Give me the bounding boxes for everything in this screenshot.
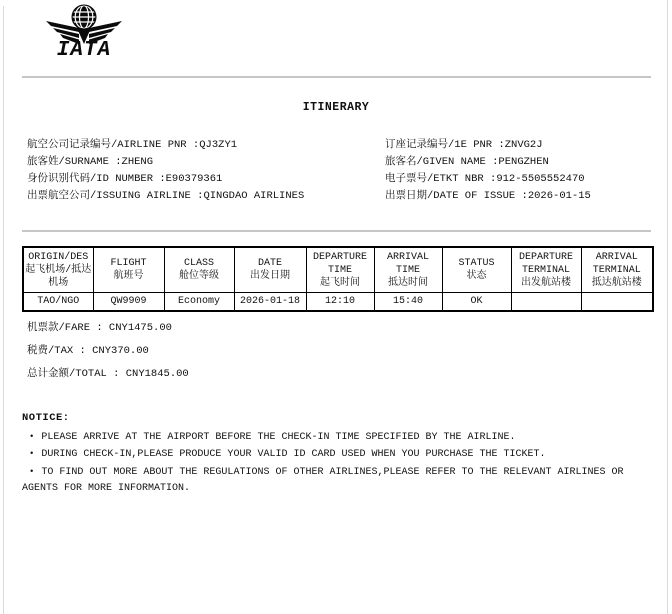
issuing-airline-label: 出票航空公司/ISSUING AIRLINE: [27, 190, 191, 202]
divider-middle: [22, 230, 651, 232]
total-row: [27, 363, 189, 386]
booking-pnr-row: [385, 137, 652, 154]
cell-departure-time: 12:10: [306, 293, 374, 312]
tax-label: 税费/TAX: [27, 345, 74, 357]
bullet-icon: •: [29, 449, 35, 459]
separator: :: [492, 139, 505, 151]
page-title: ITINERARY: [302, 101, 370, 114]
cell-date: 2026-01-18: [234, 293, 306, 312]
airline-pnr-row: [27, 137, 385, 154]
notice-item: [22, 464, 644, 498]
separator: :: [153, 173, 166, 185]
col-date: DATE 出发日期: [234, 247, 306, 293]
separator: :: [90, 322, 109, 334]
separator: :: [483, 173, 497, 185]
etkt-label: 电子票号/ETKT NBR: [385, 173, 484, 185]
notice-item: [22, 429, 644, 447]
tax-value: CNY370.00: [92, 345, 149, 357]
given-name-row: [385, 154, 652, 171]
date-of-issue-value: 2026-01-15: [527, 190, 591, 202]
bullet-icon: •: [29, 466, 35, 477]
fare-label: 机票款/FARE: [27, 322, 91, 334]
col-class: CLASS 舱位等级: [164, 247, 234, 293]
table-row: [23, 293, 653, 312]
cell-status: OK: [442, 293, 511, 312]
iata-logo: [45, 4, 123, 61]
date-of-issue-row: [385, 188, 652, 205]
cell-departure-terminal: [511, 293, 581, 312]
notice-item-text: TO FIND OUT MORE ABOUT THE REGULATIONS OF OTHER AIRLINES,PLEASE REFER TO THE RELEVANT AIRLINES OR AGENTS FOR MORE INFORMATION.: [22, 466, 624, 494]
given-name-value: PENGZHEN: [498, 156, 549, 168]
page-edge-left: [3, 6, 4, 614]
notice-item: [22, 446, 644, 464]
notice-heading: NOTICE:: [22, 412, 70, 424]
issuing-airline-row: [27, 188, 385, 205]
total-label: 总计金额/TOTAL: [27, 368, 107, 380]
divider-top: [22, 76, 651, 78]
etkt-value: 912-5505552470: [496, 173, 585, 185]
cell-arrival-terminal: [581, 293, 653, 312]
separator: :: [186, 139, 200, 151]
flight-table: [22, 246, 654, 312]
etkt-row: [385, 171, 652, 188]
total-value: CNY1845.00: [125, 368, 189, 380]
notice-item-text: PLEASE ARRIVE AT THE AIRPORT BEFORE THE CHECK-IN TIME SPECIFIED BY THE AIRLINE.: [41, 431, 516, 443]
booking-pnr-value: ZNVG2J: [504, 139, 543, 151]
info-column-left: [27, 137, 385, 205]
separator: :: [108, 156, 122, 168]
date-of-issue-label: 出票日期/DATE OF ISSUE: [385, 190, 516, 202]
col-flight: FLIGHT 航班号: [93, 247, 164, 293]
col-status: STATUS 状态: [442, 247, 511, 293]
cell-arrival-time: 15:40: [374, 293, 442, 312]
id-number-value: E90379361: [165, 173, 223, 185]
booking-pnr-label: 订座记录编号/1E PNR: [385, 139, 493, 151]
info-column-right: [385, 137, 652, 205]
page-edge-right: [667, 0, 668, 614]
notice-item-text: DURING CHECK-IN,PLEASE PRODUCE YOUR VALID ID CARD USED WHEN YOU PURCHASE THE TICKET.: [41, 449, 546, 460]
cell-flight: QW9909: [93, 293, 164, 312]
col-arrival-terminal: ARRIVAL TERMINAL 抵达航站楼: [581, 247, 653, 293]
id-number-row: [27, 171, 385, 188]
col-departure-time: DEPARTURE TIME 起飞时间: [306, 247, 374, 293]
iata-logo-graphic: [46, 4, 122, 44]
passenger-info: [27, 137, 652, 205]
cell-origin-des: TAO/NGO: [23, 293, 93, 312]
iata-logo-text: IATA: [56, 39, 112, 62]
airline-pnr-label: 航空公司记录编号/AIRLINE PNR: [27, 139, 187, 151]
col-arrival-time: ARRIVAL TIME 抵达时间: [374, 247, 442, 293]
separator: :: [515, 190, 528, 202]
fare-section: [27, 317, 189, 386]
bullet-icon: •: [29, 431, 35, 442]
col-departure-terminal: DEPARTURE TERMINAL 出发航站楼: [511, 247, 581, 293]
globe-icon: [72, 5, 96, 29]
fare-value: CNY1475.00: [108, 322, 172, 334]
fare-row: [27, 317, 189, 340]
issuing-airline-value: QINGDAO AIRLINES: [203, 190, 305, 202]
given-name-label: 旅客名/GIVEN NAME: [385, 156, 486, 168]
id-number-label: 身份识别代码/ID NUMBER: [27, 173, 154, 185]
airline-pnr-value: QJ3ZY1: [199, 139, 238, 151]
notice-section: [22, 410, 644, 498]
table-header-row: [23, 247, 653, 293]
col-origin-des: ORIGIN/DES 起飞机场/抵达机场: [23, 247, 93, 293]
cell-class: Economy: [164, 293, 234, 312]
surname-label: 旅客姓/SURNAME: [27, 156, 109, 168]
separator: :: [485, 156, 499, 168]
surname-value: ZHENG: [121, 156, 154, 168]
separator: :: [190, 190, 204, 202]
separator: :: [73, 345, 93, 357]
surname-row: [27, 154, 385, 171]
tax-row: [27, 340, 189, 363]
separator: :: [106, 368, 126, 380]
